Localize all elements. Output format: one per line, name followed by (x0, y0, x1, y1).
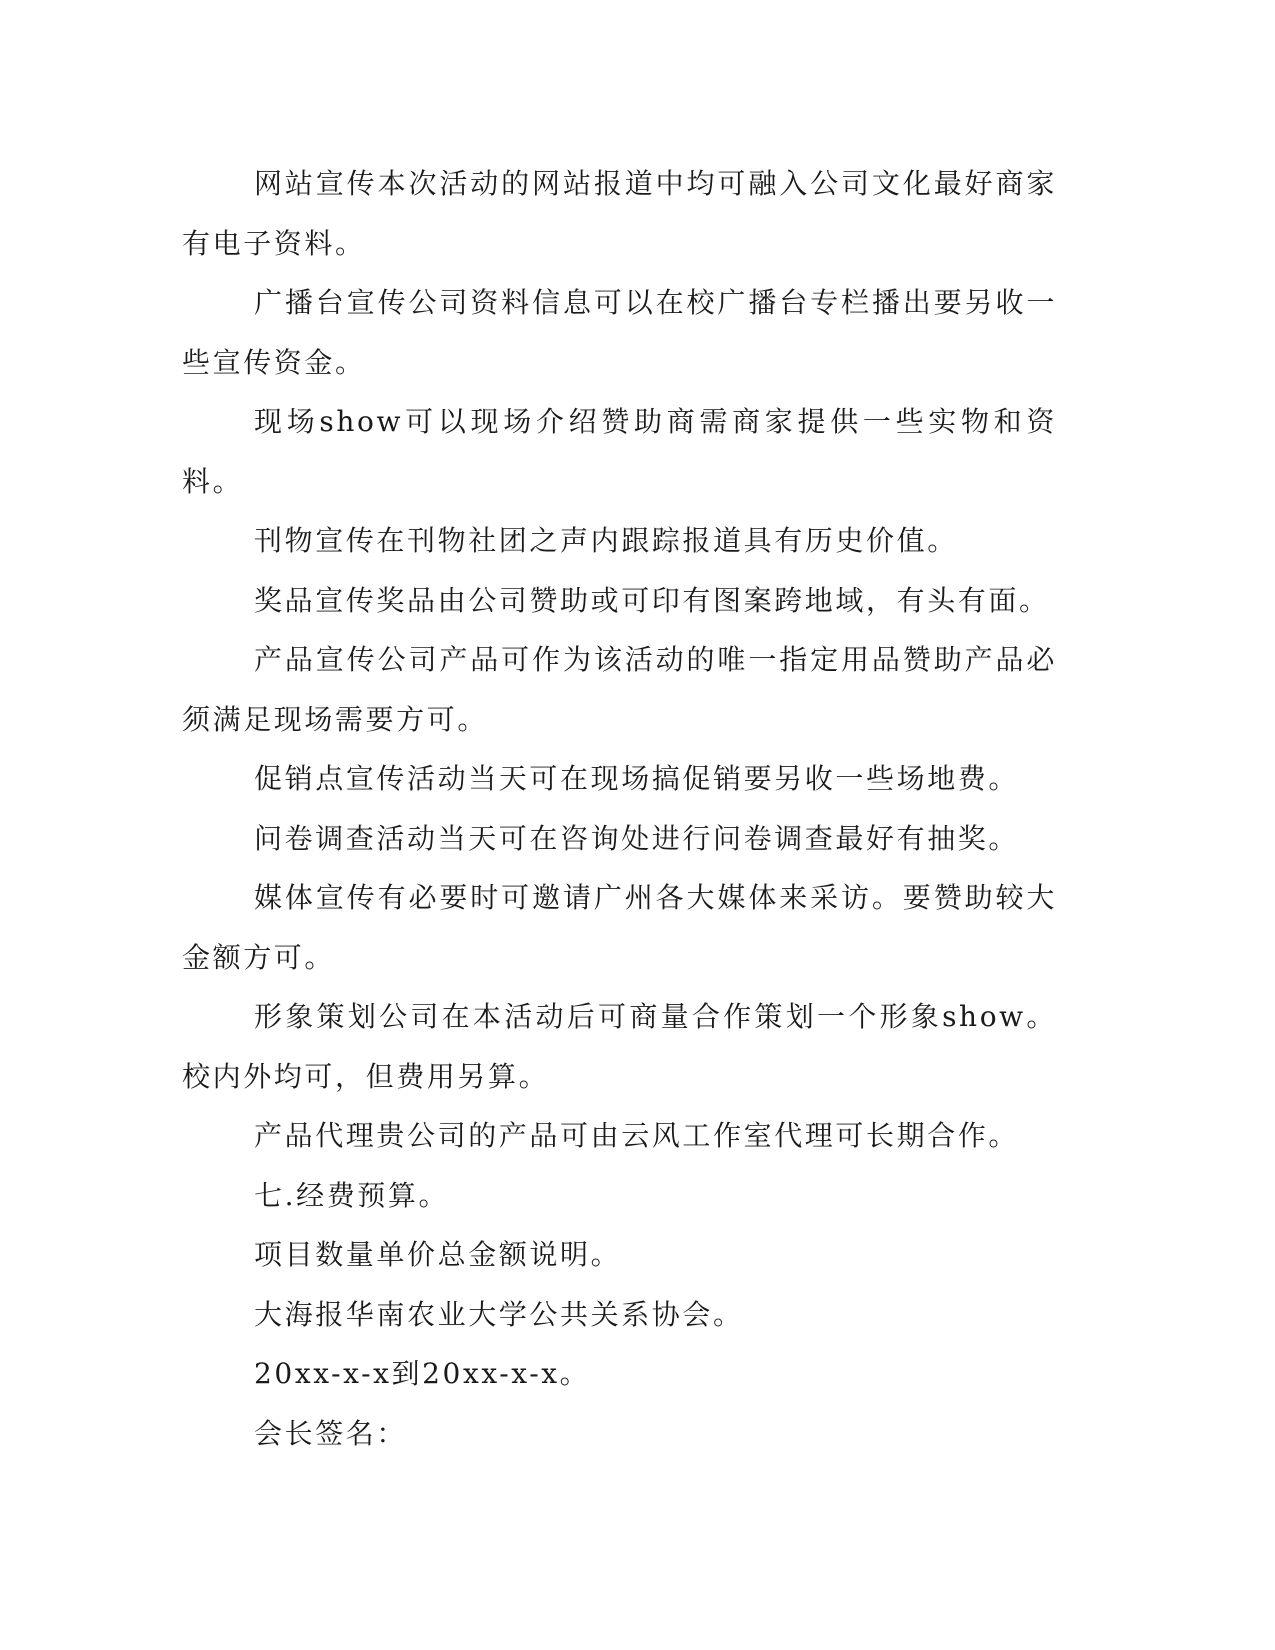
paragraph-image-planning: 形象策划公司在本活动后可商量合作策划一个形象show。校内外均可，但费用另算。 (182, 1000, 1057, 1093)
paragraph-product-promotion: 产品宣传公司产品可作为该活动的唯一指定用品赞助产品必须满足现场需要方可。 (182, 643, 1057, 736)
paragraph-website-promotion: 网站宣传本次活动的网站报道中均可融入公司文化最好商家有电子资料。 (182, 167, 1057, 260)
paragraph-media-promotion: 媒体宣传有必要时可邀请广州各大媒体来采访。要赞助较大金额方可。 (182, 881, 1057, 974)
paragraph-product-agency: 产品代理贵公司的产品可由云风工作室代理可长期合作。 (254, 1119, 1020, 1152)
paragraph-survey: 问卷调查活动当天可在咨询处进行问卷调查最好有抽奖。 (254, 821, 1020, 855)
section-heading-budget: 七.经费预算。 (254, 1178, 450, 1212)
paragraph-budget-columns: 项目数量单价总金额说明。 (254, 1238, 622, 1271)
document-body (182, 154, 1057, 1463)
paragraph-prize-promotion: 奖品宣传奖品由公司赞助或可印有图案跨地域，有头有面。 (254, 583, 1050, 617)
paragraph-onsite-show: 现场show可以现场介绍赞助商需商家提供一些实物和资料。 (182, 405, 1057, 498)
paragraph-sales-point: 促销点宣传活动当天可在现场搞促销要另收一些场地费。 (254, 762, 1020, 795)
paragraph-poster-organizer: 大海报华南农业大学公共关系协会。 (254, 1297, 744, 1331)
paragraph-radio-promotion: 广播台宣传公司资料信息可以在校广播台专栏播出要另收一些宣传资金。 (182, 286, 1057, 379)
paragraph-publication-promotion: 刊物宣传在刊物社团之声内跟踪报道具有历史价值。 (254, 524, 958, 557)
paragraph-president-signature: 会长签名： (254, 1416, 408, 1450)
paragraph-date-range: 20xx-x-x到20xx-x-x。 (254, 1357, 591, 1390)
